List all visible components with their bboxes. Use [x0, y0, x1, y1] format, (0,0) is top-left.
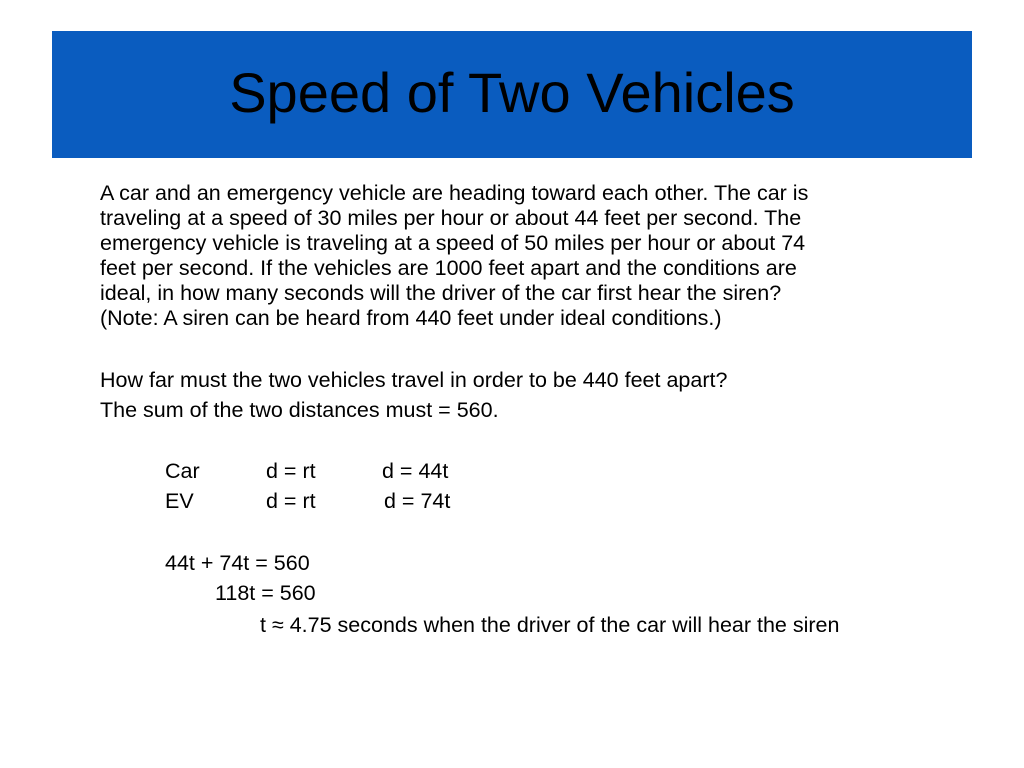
- problem-line-1: A car and an emergency vehicle are heading toward each other. The car is: [100, 181, 809, 205]
- problem-line-2: traveling at a speed of 30 miles per hour or about 44 feet per second. The: [100, 206, 802, 230]
- ev-equation: d = 74t: [384, 489, 451, 513]
- answer-text: The sum of the two distances must = 560.: [100, 398, 499, 422]
- problem-text: [100, 181, 990, 331]
- problem-line-4: feet per second. If the vehicles are 1000 feet apart and the conditions are: [100, 256, 797, 280]
- car-label: Car: [165, 459, 200, 483]
- ev-formula: d = rt: [266, 489, 316, 513]
- problem-line-3: emergency vehicle is traveling at a speed of 50 miles per hour or about 74: [100, 231, 806, 255]
- slide-title: Speed of Two Vehicles: [229, 60, 795, 124]
- problem-line-5: ideal, in how many seconds will the driver of the car first hear the siren?: [100, 281, 782, 305]
- title-bar: [52, 31, 972, 158]
- problem-line-6: (Note: A siren can be heard from 440 feet under ideal conditions.): [100, 306, 722, 330]
- car-formula: d = rt: [266, 459, 316, 483]
- question-text: How far must the two vehicles travel in order to be 440 feet apart?: [100, 368, 728, 392]
- solution-step-3: t ≈ 4.75 seconds when the driver of the car will hear the siren: [260, 613, 840, 637]
- solution-step-1: 44t + 74t = 560: [165, 551, 310, 575]
- solution-step-2: 118t = 560: [215, 581, 316, 605]
- ev-label: EV: [165, 489, 194, 513]
- problem-block: [100, 181, 990, 331]
- car-equation: d = 44t: [382, 459, 449, 483]
